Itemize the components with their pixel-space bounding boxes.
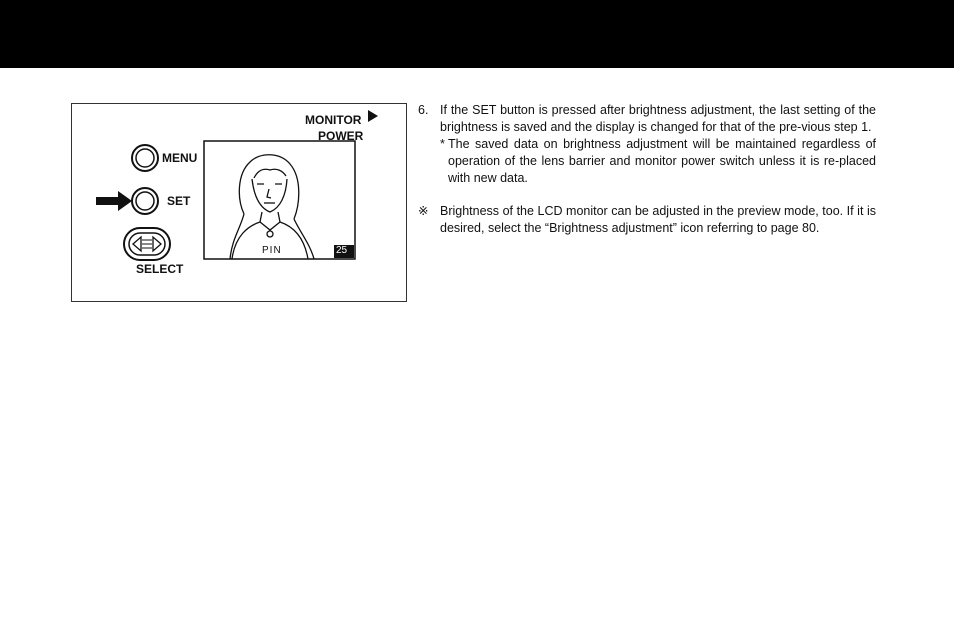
step-6 — [418, 102, 876, 187]
frame-count-badge: 25 — [336, 245, 348, 256]
brightness-tip — [418, 203, 876, 237]
step-6-note — [440, 136, 876, 187]
select-rocker-icon — [124, 228, 170, 260]
tip-text: Brightness of the LCD monitor can be adjusted in the preview mode, too. If it is desired, select the “Brightness adjustment” icon referring to page 80. — [440, 204, 876, 235]
step-6-number: 6. — [418, 103, 429, 117]
header-bar — [0, 0, 954, 68]
tip-marker: ※ — [418, 204, 429, 218]
pointer-arrow-icon — [96, 191, 132, 211]
step-6-text: If the SET button is pressed after brightness adjustment, the last setting of the brightness is saved and the display is changed for that of the pre-vious step 1. — [440, 103, 876, 134]
note-text: The saved data on brightness adjustment will be maintained regardless of operation of the lens barrier and monitor power switch unless it is re-placed with new data. — [448, 137, 876, 185]
menu-label: MENU — [162, 151, 198, 165]
monitor-power-arrow-icon — [368, 110, 378, 122]
instruction-text — [418, 102, 876, 237]
set-label: SET — [167, 194, 191, 208]
screen-mode-label: PIN — [262, 245, 282, 256]
lcd-screen — [204, 141, 355, 259]
camera-diagram — [71, 103, 407, 302]
monitor-label-line2: POWER — [318, 129, 364, 143]
note-marker: * — [440, 137, 445, 151]
monitor-label-line1: MONITOR — [305, 113, 362, 127]
select-label: SELECT — [136, 262, 184, 276]
